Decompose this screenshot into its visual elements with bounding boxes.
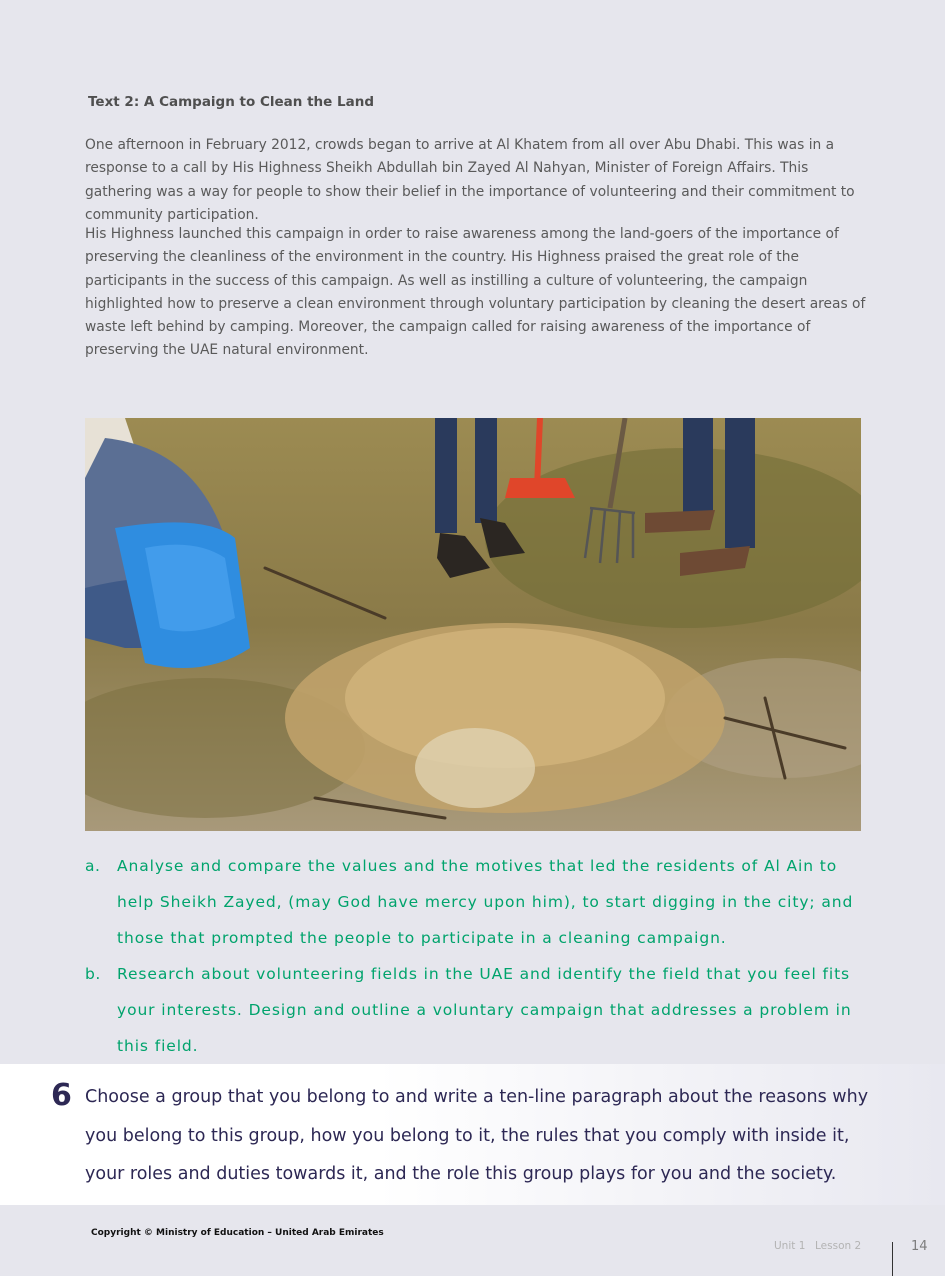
task-text: Choose a group that you belong to and write a ten-line paragraph about the reasons why you belong to this group, how you belong to it, the rules that you comply with inside it, your roles and duties towards it, and the role this group plays for you and the society. <box>85 1087 869 1185</box>
question-text: Analyse and compare the values and the motives that led the residents of Al Ain to help Sheikh Zayed, (may God have mercy upon him), to start digging in the city; and those that prompted the people to participate in a cleaning campaign. <box>117 857 854 947</box>
question-a <box>85 848 875 956</box>
footer-divider <box>892 1242 893 1276</box>
section-heading: Text 2: A Campaign to Clean the Land <box>88 94 374 110</box>
footer-unit: Unit 1 <box>774 1240 806 1252</box>
photo-illustration <box>85 418 861 831</box>
question-letter: a. <box>85 857 101 875</box>
paragraph-1: One afternoon in February 2012, crowds began to arrive at Al Khatem from all over Abu Dhabi. This was in a response to a call by His Highness Sheikh Abdullah bin Zayed Al Nahyan, Minister of Foreign Affairs. This gathering was a way for people to show their belief in the importance of volunteering and their commitment to community participation. <box>85 137 855 223</box>
copyright-notice: Copyright © Ministry of Education – United Arab Emirates <box>91 1228 384 1238</box>
page-number: 14 <box>911 1239 928 1254</box>
question-b <box>85 956 875 1064</box>
paragraph-2: His Highness launched this campaign in order to raise awareness among the land-goers of the importance of preserving the cleanliness of the environment in the country. His Highness praised the great role of the participants in the success of this campaign. As well as instilling a culture of volunteering, the campaign highlighted how to preserve a clean environment through voluntary participation by cleaning the desert areas of waste left behind by camping. Moreover, the campaign called for raising awareness of the importance of preserving the UAE natural environment. <box>85 226 866 359</box>
volunteers-cleaning-photo <box>85 418 861 831</box>
question-letter: b. <box>85 965 101 983</box>
question-text: Research about volunteering fields in the UAE and identify the field that you feel fits your interests. Design and outline a voluntary campaign that addresses a problem in this field. <box>117 965 852 1055</box>
question-list <box>85 848 875 1064</box>
task-number: 6 <box>51 1078 72 1113</box>
footer-lesson: Lesson 2 <box>815 1240 862 1252</box>
